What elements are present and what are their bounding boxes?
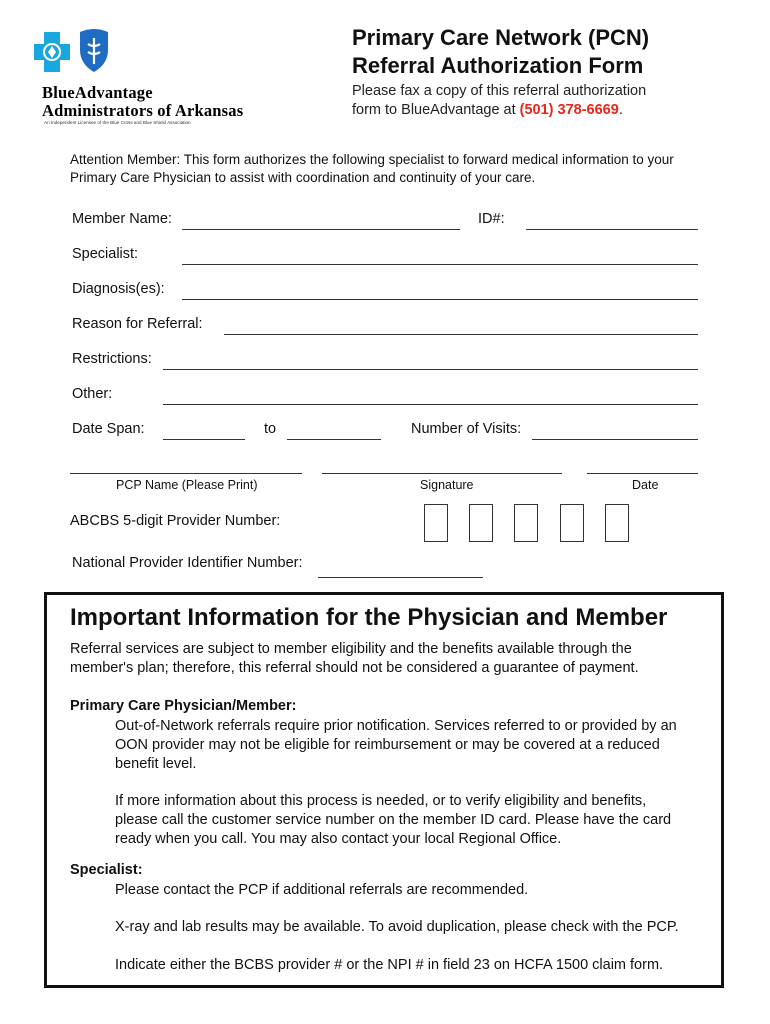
visits-field[interactable]	[532, 439, 698, 440]
abcbs-provider-label: ABCBS 5-digit Provider Number:	[70, 513, 281, 529]
fax-phone-number: (501) 378-6669	[519, 102, 619, 118]
diagnosis-field[interactable]	[182, 299, 698, 300]
member-name-label: Member Name:	[72, 211, 172, 227]
reason-field[interactable]	[224, 334, 698, 335]
date-span-label: Date Span:	[72, 421, 145, 437]
specialist-label: Specialist:	[72, 246, 139, 262]
attention-note: Attention Member: This form authorizes the following specialist to forward medical information to your Primary Care Physician to assist with coordination and continuity of your care.	[70, 152, 674, 185]
other-field[interactable]	[163, 404, 698, 405]
restrictions-label: Restrictions:	[72, 351, 152, 367]
form-title: Primary Care Network (PCN) Referral Authorization Form	[352, 25, 650, 78]
provider-digit-box[interactable]	[605, 504, 629, 542]
pcp-member-heading: Primary Care Physician/Member:	[70, 698, 297, 714]
important-intro: Referral services are subject to member eligibility and the benefits available through the member's plan; therefore, this referral should not be considered a guarantee of payment.	[70, 641, 639, 676]
pcp-contact-paragraph: If more information about this process is needed, or to verify eligibility and benefits, please call the customer service number on the member ID card. Please have the card ready when you call. You may also contact your local Regional Office.	[115, 793, 672, 847]
specialist-paragraph-3: Indicate either the BCBS provider # or the NPI # in field 23 on HCFA 1500 claim form.	[115, 957, 664, 973]
pcp-name-field[interactable]	[70, 473, 302, 474]
diagnosis-label: Diagnosis(es):	[72, 281, 165, 297]
specialist-paragraph-1: Please contact the PCP if additional referrals are recommended.	[115, 882, 529, 898]
signature-caption: Signature	[420, 478, 474, 492]
specialist-paragraph-2: X-ray and lab results may be available. To avoid duplication, please check with the PCP.	[115, 919, 679, 935]
blue-cross-logo-icon	[32, 30, 72, 74]
signature-field[interactable]	[322, 473, 562, 474]
id-label: ID#:	[478, 211, 505, 227]
provider-digit-box[interactable]	[514, 504, 538, 542]
npi-label: National Provider Identifier Number:	[72, 555, 303, 571]
provider-digit-box[interactable]	[469, 504, 493, 542]
date-span-from-field[interactable]	[163, 439, 245, 440]
specialist-heading: Specialist:	[70, 862, 143, 878]
fax-instructions: Please fax a copy of this referral authorization form to BlueAdvantage at (501) 378-6669.	[352, 83, 647, 118]
id-field[interactable]	[526, 229, 698, 230]
visits-label: Number of Visits:	[411, 421, 522, 437]
date-caption: Date	[632, 478, 659, 492]
reason-label: Reason for Referral:	[72, 316, 203, 332]
logo-tagline: An Independent Licensee of the Blue Cross and Blue Shield Association	[44, 120, 191, 125]
npi-field[interactable]	[318, 577, 483, 578]
member-name-field[interactable]	[182, 229, 460, 230]
pcp-name-caption: PCP Name (Please Print)	[116, 478, 258, 492]
important-info-title: Important Information for the Physician and Member	[70, 604, 668, 631]
other-label: Other:	[72, 386, 113, 402]
date-field[interactable]	[587, 473, 698, 474]
logo-company-name: BlueAdvantage Administrators of Arkansas	[42, 83, 244, 120]
specialist-field[interactable]	[182, 264, 698, 265]
date-span-to-label: to	[264, 421, 277, 437]
blue-shield-logo-icon	[76, 28, 112, 74]
restrictions-field[interactable]	[163, 369, 698, 370]
provider-digit-box[interactable]	[560, 504, 584, 542]
provider-digit-box[interactable]	[424, 504, 448, 542]
date-span-to-field[interactable]	[287, 439, 381, 440]
pcp-oon-paragraph: Out-of-Network referrals require prior notification. Services referred to or provided by an OON provider may not be eligible for reimbursement or may be covered at a reduced benefit level.	[115, 718, 677, 772]
